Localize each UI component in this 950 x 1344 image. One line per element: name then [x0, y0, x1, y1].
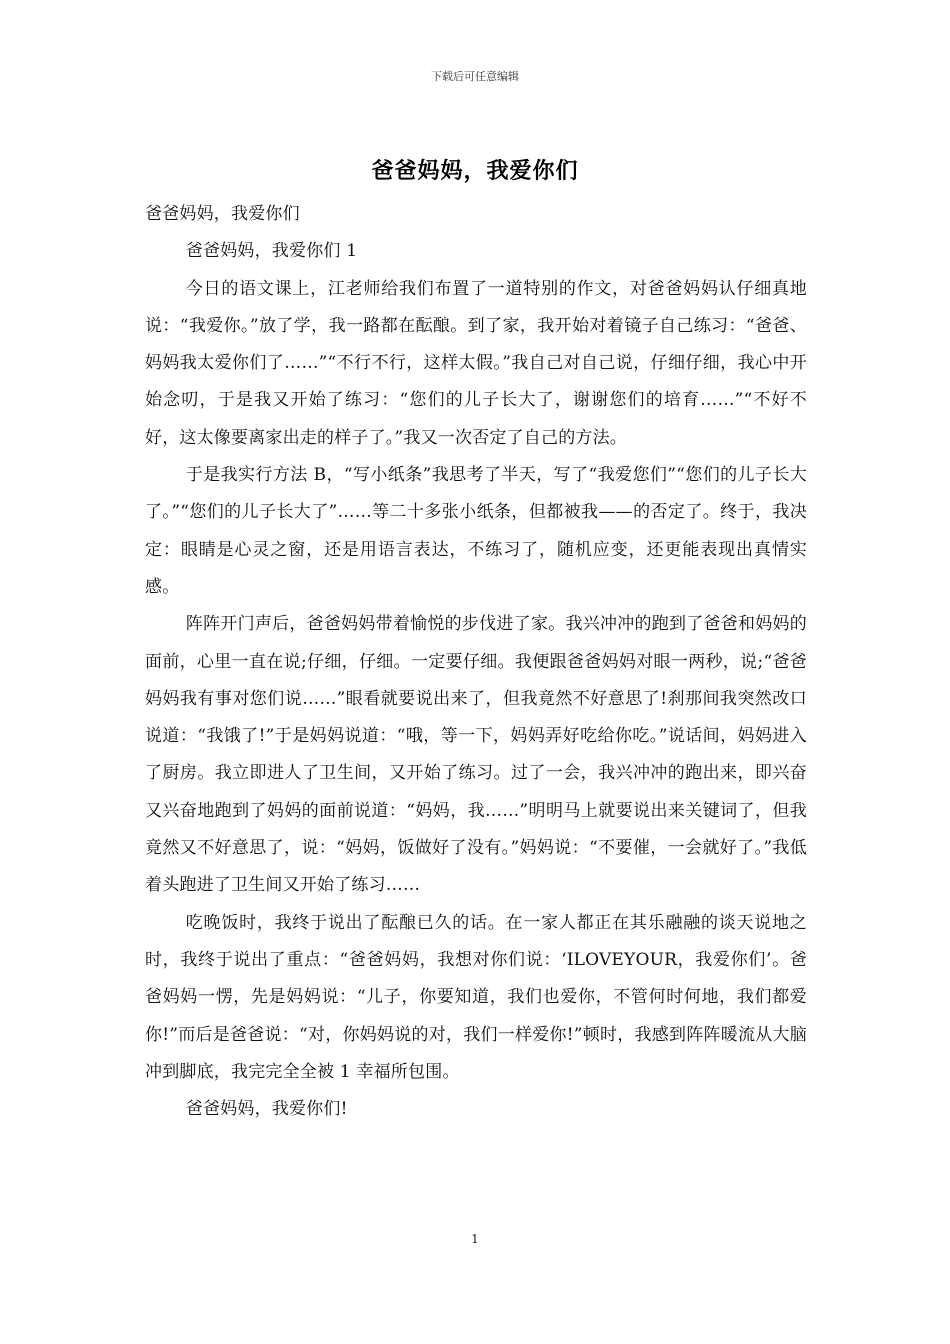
page-header: 下载后可任意编辑 [431, 70, 519, 83]
paragraph: 吃晚饭时，我终于说出了酝酿已久的话。在一家人都正在其乐融融的谈天说地之时，我终于说出了重点：“爸爸妈妈，我想对你们说：‘ILOVEYOUR，我爱你们’。爸爸妈妈一愣，先是妈妈说：“儿子，你要知道，我们也爱你，不管何时何地，我们都爱你!”而后是爸爸说：“对，你妈妈说的对，我们一样爱你!”顿时，我感到阵阵暖流从大脑冲到脚底，我完完全全被 1 幸福所包围。 [145, 912, 807, 1082]
document-body [145, 196, 807, 1128]
paragraph-subtitle: 爸爸妈妈，我爱你们 [145, 204, 300, 224]
page-number: 1 [471, 1232, 479, 1246]
paragraph: 阵阵开门声后，爸爸妈妈带着愉悦的步伐进了家。我兴冲冲的跑到了爸爸和妈妈的面前，心里一直在说;仔细，仔细。一定要仔细。我便跟爸爸妈妈对眼一两秒，说;“爸爸妈妈我有事对您们说……”眼看就要说出来了，但我竟然不好意思了!刹那间我突然改口说道：“我饿了!”于是妈妈说道：“哦，等一下，妈妈弄好吃给你吃。”说话间，妈妈进入了厨房。我立即进人了卫生间，又开始了练习。过了一会，我兴冲冲的跑出来，即兴奋又兴奋地跑到了妈妈的面前说道：“妈妈，我……”明明马上就要说出来关键词了，但我竟然又不好意思了，说：“妈妈，饭做好了没有。”妈妈说：“不要催，一会就好了。”我低着头跑进了卫生间又开始了练习…… [145, 614, 807, 896]
paragraph: 于是我实行方法 B，“写小纸条”我思考了半天，写了“我爱您们”“您们的儿子长大了。”“您们的儿子长大了”……等二十多张小纸条，但都被我——的否定了。终于，我决定：眼睛是心灵之窗，还是用语言表达，不练习了，随机应变，还更能表现出真情实感。 [145, 465, 807, 597]
paragraph-heading: 爸爸妈妈，我爱你们 1 [185, 241, 358, 262]
paragraph-closing: 爸爸妈妈，我爱你们! [185, 1099, 348, 1120]
document-title: 爸爸妈妈，我爱你们 [371, 158, 579, 184]
paragraph: 今日的语文课上，江老师给我们布置了一道特别的作文，对爸爸妈妈认仔细真地说：“我爱你。”放了学，我一路都在酝酿。到了家，我开始对着镜子自己练习：“爸爸、妈妈我太爱你们了……”“不行不行，这样太假。”我自己对自己说，仔细仔细，我心中开始念叨，于是我又开始了练习：“您们的儿子长大了，谢谢您们的培育……”“不好不好，这太像要离家出走的样子了。”我又一次否定了自己的方法。 [145, 278, 807, 448]
